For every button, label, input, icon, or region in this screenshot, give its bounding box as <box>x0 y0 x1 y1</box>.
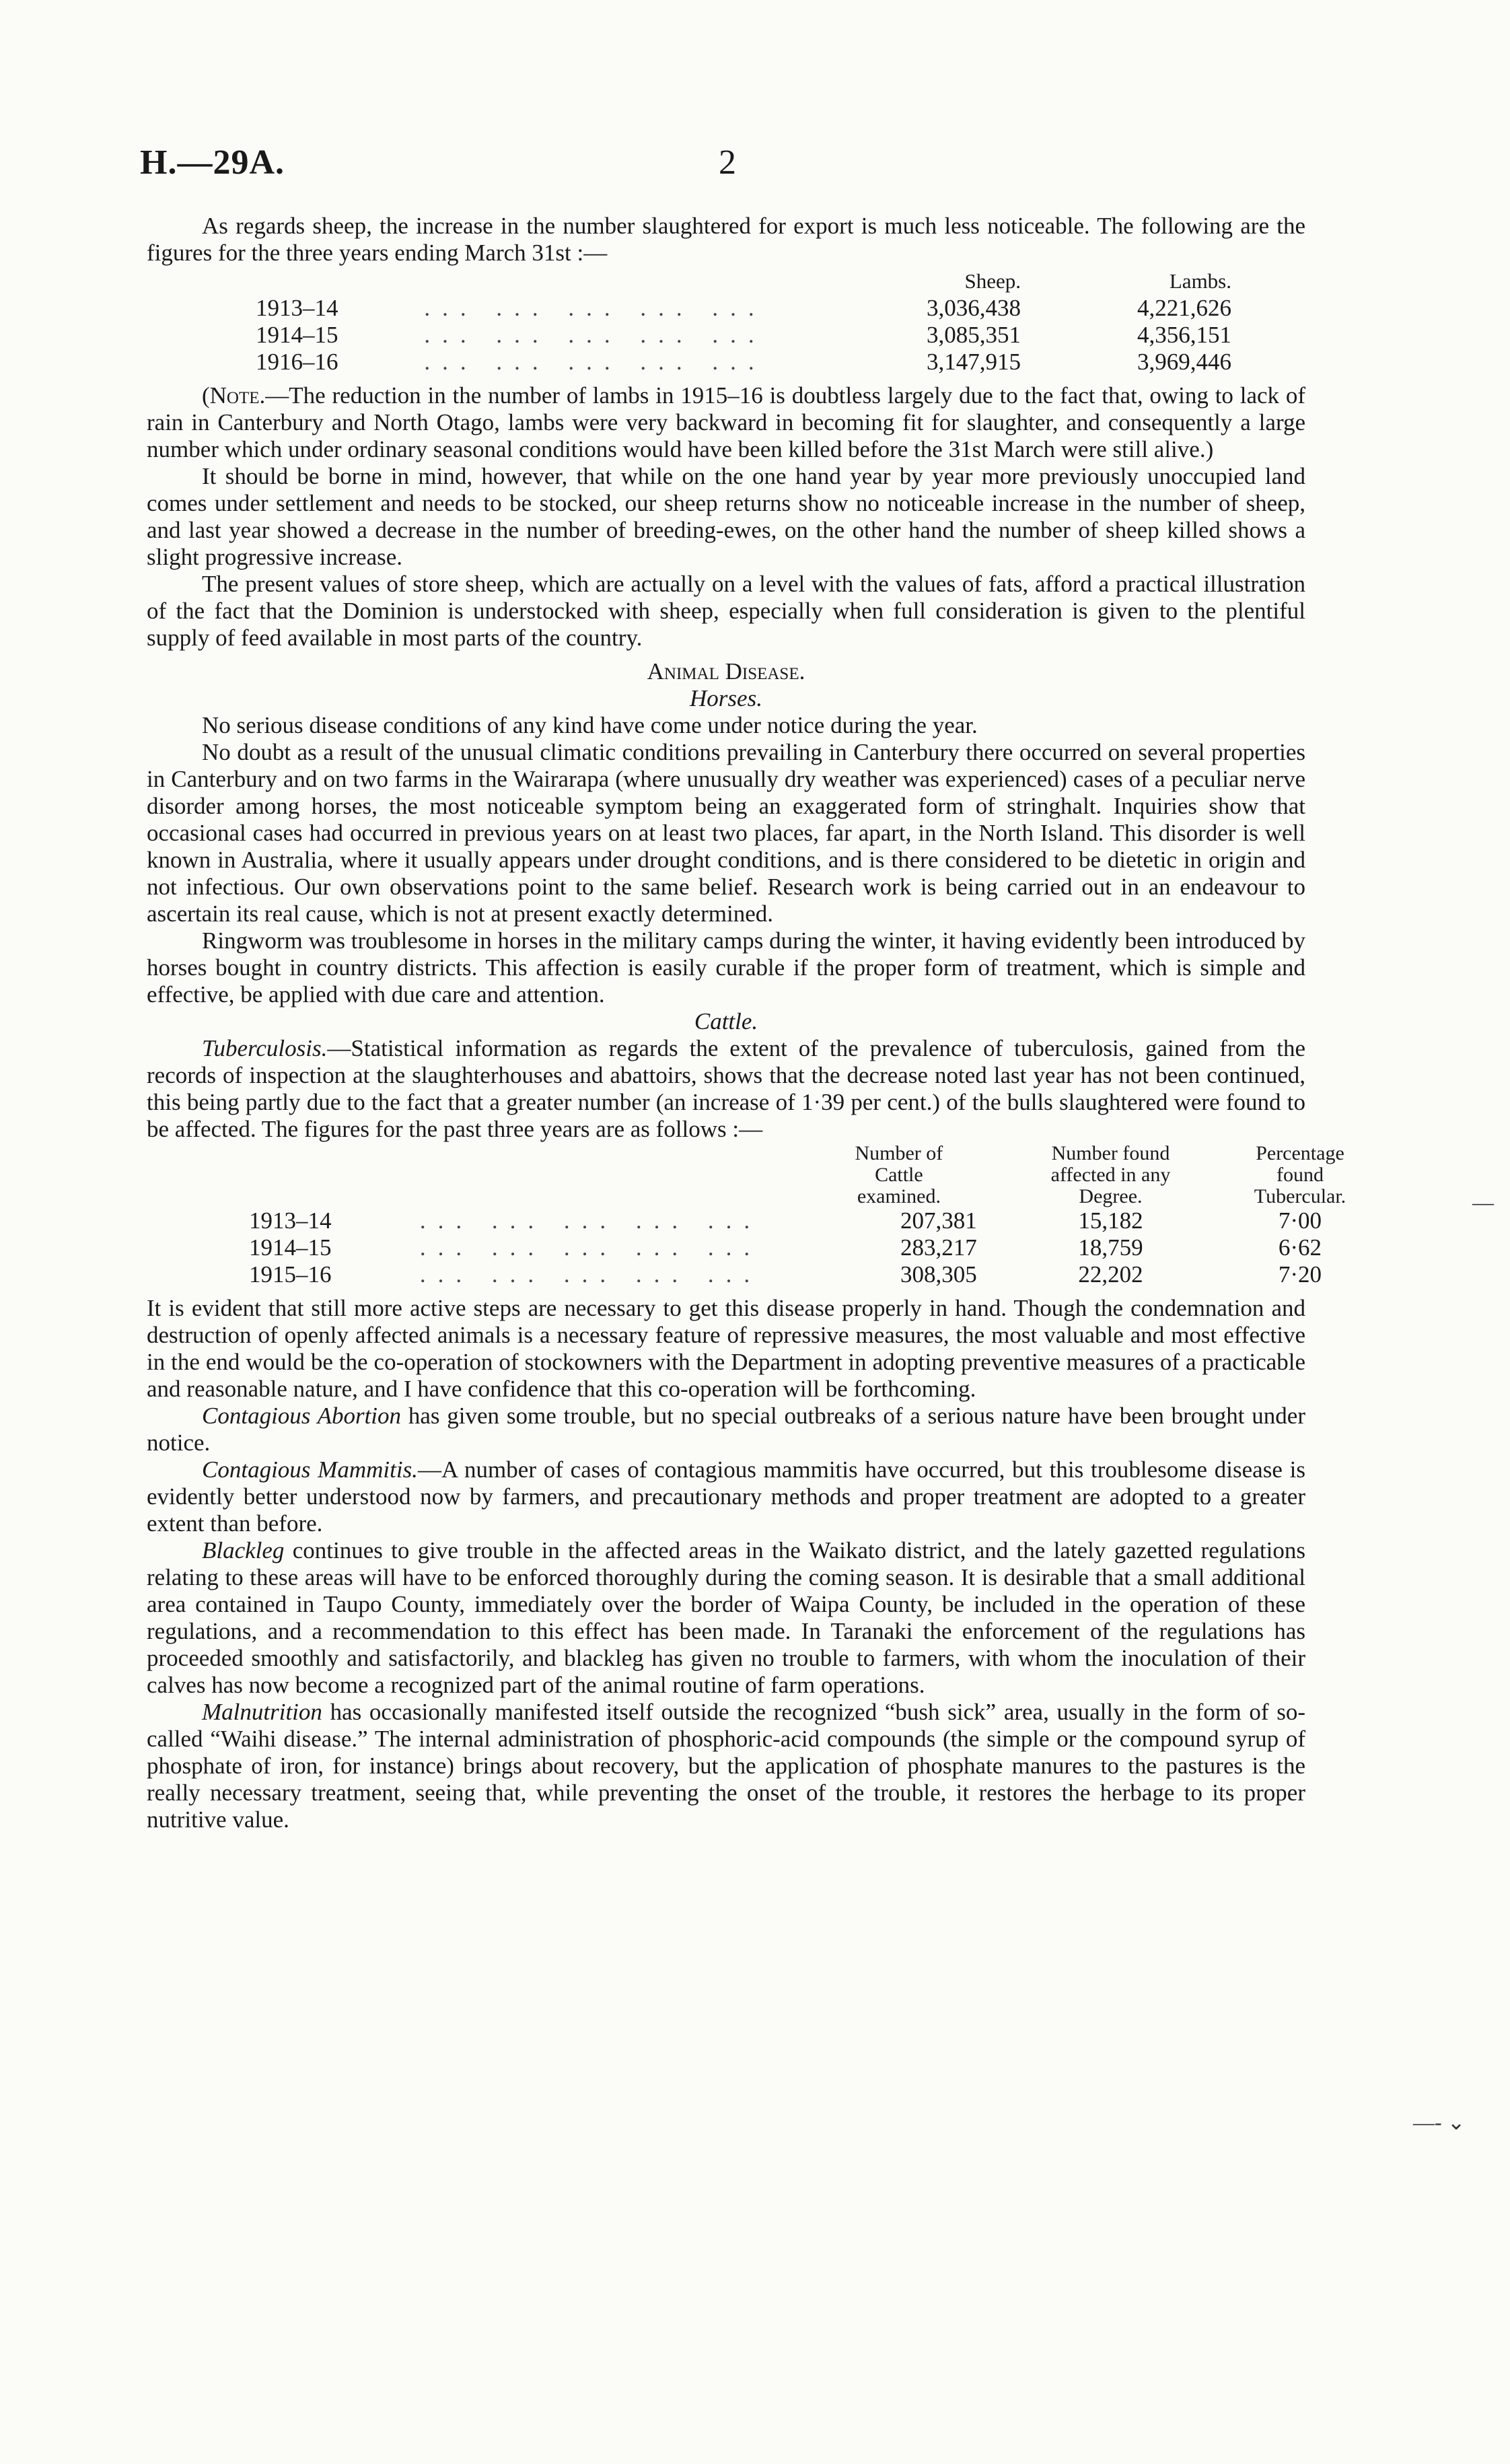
year-cell: 1913–14 <box>249 1207 332 1234</box>
paragraph-text: has given some trouble, but no special outbreaks of a serious nature have been brought under notice. <box>147 1403 1305 1456</box>
paragraph-text: has occasionally manifested itself outside the recognized “bush sick” area, usually in the form of so-called “Waihi disease.” The internal administration of phosphoric-acid compounds (the simple or the compound syrup of phosphate of iron, for instance) brings about recovery, but the application of phosphate manures to the pastures is the really necessary treatment, seeing that, while preventing the onset of the trouble, it restores the herbage to its proper nutritive value. <box>147 1699 1305 1833</box>
section-heading: Animal Disease. <box>647 658 805 684</box>
lambs-cell: 4,356,151 <box>1137 322 1231 348</box>
examined-cell: 207,381 <box>900 1207 977 1234</box>
year-cell: 1914–15 <box>256 322 338 348</box>
table-row <box>256 295 1231 322</box>
column-header: Percentage found Tubercular. <box>1254 1142 1346 1207</box>
column-header: Lambs. <box>1169 269 1231 293</box>
page-number: 2 <box>719 143 736 182</box>
note-label: (Note. <box>202 382 266 409</box>
percentage-cell: 6·62 <box>1278 1234 1322 1261</box>
subsection-heading: Horses. <box>690 685 762 711</box>
examined-cell: 283,217 <box>900 1234 977 1261</box>
table-row <box>249 1261 1393 1288</box>
column-header: Sheep. <box>964 269 1021 293</box>
table-row <box>256 349 1231 376</box>
paragraph-lead: Tuberculosis. <box>202 1035 328 1061</box>
subsection-heading: Cattle. <box>694 1008 758 1034</box>
leader-dots: ... ... ... ... ... <box>424 322 766 348</box>
table-row <box>249 1234 1393 1261</box>
paragraph-lead: Malnutrition <box>202 1699 322 1725</box>
leader-dots: ... ... ... ... ... <box>424 295 766 321</box>
abortion-paragraph <box>147 1403 1305 1456</box>
table-row <box>256 322 1231 349</box>
column-header: Number of Cattle examined. <box>855 1142 943 1207</box>
paragraph-text: —Statistical information as regards the extent of the prevalence of tuberculosis, gained from the records of inspection at the slaughterhouses and abattoirs, shows that the decrease noted last year has not been continued, this being partly due to the fact that a greater number (an increase of 1·39 per cent.) of the bulls slaughtered were found to be affected. The figures for the past three years are as follows :— <box>147 1035 1305 1142</box>
page-header <box>140 143 1163 190</box>
mammitis-paragraph <box>147 1456 1305 1537</box>
sheep-intro: As regards sheep, the increase in the number slaughtered for export is much less noticeable. The following are the figures for the three years ending March 31st :— <box>147 213 1305 266</box>
sheep-paragraph: It should be borne in mind, however, that while on the one hand year by year more previously unoccupied land comes under settlement and needs to be stocked, our sheep returns show no noticeable increase in the number of sheep, and last year showed a decrease in the number of breeding-ewes, on the other hand the number of sheep killed shows a slight progressive increase. <box>147 463 1305 570</box>
horses-paragraph: No doubt as a result of the unusual climatic conditions prevailing in Canterbury there occurred on several properties in Canterbury and on two farms in the Wairarapa (where unusually dry weather was experienced) cases of a peculiar nerve disorder among horses, the most noticeable symptom being an exaggerated form of stringhalt. Inquiries show that occasional cases had occurred in previous years on at least two places, far apart, in the North Island. This disorder is well known in Australia, where it usually appears under drought conditions, and is there considered to be dietetic in origin and not infectious. Our own observations point to the same belief. Research work is being carried out in an endeavour to ascertain its real cause, which is not at present exactly determined. <box>147 739 1305 927</box>
percentage-cell: 7·20 <box>1278 1261 1322 1288</box>
margin-mark: —- ⌄ <box>1413 2110 1466 2134</box>
affected-cell: 22,202 <box>1078 1261 1143 1288</box>
examined-cell: 308,305 <box>900 1261 977 1288</box>
leader-dots: ... ... ... ... ... <box>419 1261 762 1288</box>
year-cell: 1914–15 <box>249 1234 332 1261</box>
affected-cell: 15,182 <box>1078 1207 1143 1234</box>
horses-paragraph: No serious disease conditions of any kind have come under notice during the year. <box>202 712 978 738</box>
document-code: H.—29A. <box>140 143 285 182</box>
percentage-cell: 7·00 <box>1278 1207 1322 1234</box>
sheep-table <box>256 268 1231 376</box>
paragraph-text: —A number of cases of contagious mammitis have occurred, but this troublesome disease is evidently better understood now by farmers, and precautionary methods and proper treatment are adopted to a greater extent than before. <box>147 1456 1305 1537</box>
lambs-cell: 4,221,626 <box>1137 295 1231 321</box>
sheep-paragraph: The present values of store sheep, which are actually on a level with the values of fats, afford a practical illustration of the fact that the Dominion is understocked with sheep, especially when full consideration is given to the plentiful supply of feed available in most parts of the country. <box>147 571 1305 651</box>
leader-dots: ... ... ... ... ... <box>424 349 766 375</box>
tuberculosis-conclusion: It is evident that still more active steps are necessary to get this disease properly in hand. Though the condemnation and destruction of openly affected animals is a necessary feature of repressive measures, the most valuable and most effective in the end would be the co-operation of stockowners with the Department in adopting preventive measures of a practicable and reasonable nature, and I have confidence that this co-operation will be forthcoming. <box>147 1295 1305 1402</box>
leader-dots: ... ... ... ... ... <box>419 1207 762 1234</box>
blackleg-paragraph <box>147 1537 1305 1699</box>
paragraph-lead: Blackleg <box>202 1537 285 1563</box>
sheep-cell: 3,085,351 <box>927 322 1021 348</box>
column-header: Number found affected in any Degree. <box>1050 1142 1171 1207</box>
malnutrition-paragraph <box>147 1699 1305 1833</box>
affected-cell: 18,759 <box>1078 1234 1143 1261</box>
sheep-cell: 3,147,915 <box>927 349 1021 375</box>
year-cell: 1913–14 <box>256 295 338 321</box>
note-text: —The reduction in the number of lambs in 1915–16 is doubtless largely due to the fact that, owing to lack of rain in Canterbury and North Otago, lambs were very backward in becoming fit for slaughter, and consequently a large number which under ordinary seasonal conditions would have been killed before the 31st March were still alive.) <box>147 382 1305 462</box>
year-cell: 1915–16 <box>249 1261 332 1288</box>
lambs-cell: 3,969,446 <box>1137 349 1231 375</box>
leader-dots: ... ... ... ... ... <box>419 1234 762 1261</box>
sheep-note <box>147 382 1305 463</box>
page-body <box>147 213 1346 1833</box>
paragraph-lead: Contagious Mammitis. <box>202 1456 418 1483</box>
tuberculosis-table <box>249 1143 1393 1288</box>
paragraph-text: continues to give trouble in the affected areas in the Waikato district, and the lately gazetted regulations relating to these areas will have to be enforced thoroughly during the coming season. It is desirable that a small additional area contained in Taupo County, immediately over the border of Waipa County, be included in the operation of these regulations, and a recommendation to this effect has been made. In Taranaki the enforcement of the regulations has proceeded smoothly and satisfactorily, and blackleg has given no trouble to farmers, with whom the inoculation of their calves has now become a recognized part of the animal routine of farm operations. <box>147 1537 1305 1698</box>
sheep-cell: 3,036,438 <box>927 295 1021 321</box>
table-header-row <box>256 268 1231 295</box>
margin-mark: — <box>1472 1190 1494 1214</box>
paragraph-lead: Contagious Abortion <box>202 1403 402 1429</box>
horses-paragraph: Ringworm was troublesome in horses in the military camps during the winter, it having evidently been introduced by horses bought in country districts. This affection is easily curable if the proper form of treatment, which is simple and effective, be applied with due care and attention. <box>147 927 1305 1008</box>
tuberculosis-paragraph <box>147 1035 1305 1143</box>
table-row <box>249 1207 1393 1234</box>
year-cell: 1916–16 <box>256 349 338 375</box>
table-header-row <box>249 1143 1393 1207</box>
